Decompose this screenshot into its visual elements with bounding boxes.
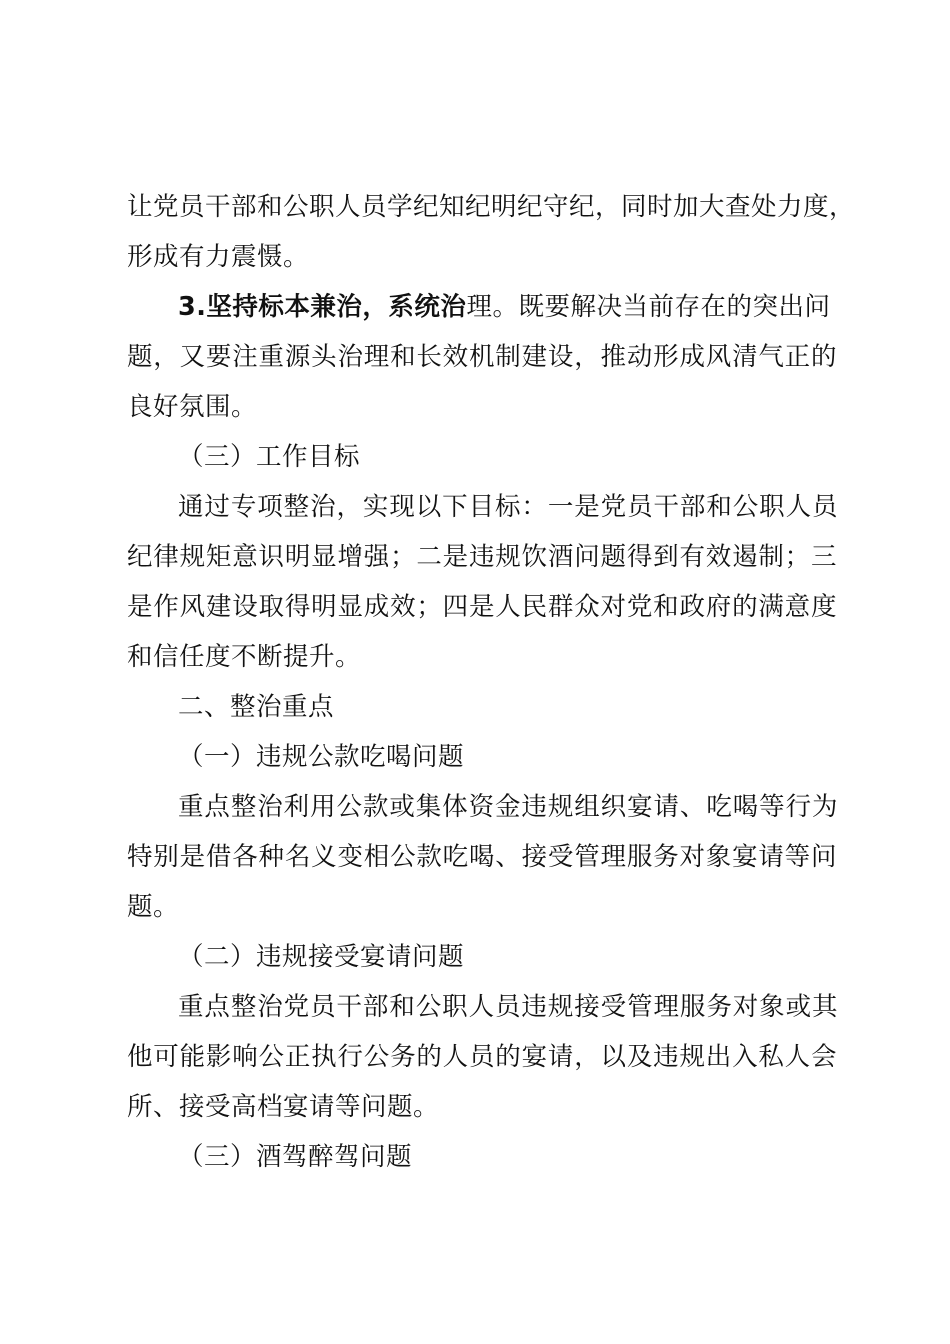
section-heading-key-points: 二、整治重点 <box>178 692 335 722</box>
subheading-1: （一）违规公款吃喝问题 <box>178 742 465 772</box>
subsection-1-line-2: 特别是借各种名义变相公款吃喝、接受管理服务对象宴请等问 <box>127 842 837 872</box>
subsection-1-line-1: 重点整治利用公款或集体资金违规组织宴请、吃喝等行为 <box>178 792 838 822</box>
goals-line-2: 纪律规矩意识明显增强；二是违规饮酒问题得到有效遏制；三 <box>127 542 837 572</box>
principle-3-line-1 <box>178 282 838 332</box>
principle-3-line-2: 题，又要注重源头治理和长效机制建设，推动形成风清气正的 <box>127 342 837 372</box>
subheading-3: （三）酒驾醉驾问题 <box>178 1142 413 1172</box>
goals-line-4: 和信任度不断提升。 <box>127 642 362 672</box>
subheading-2: （二）违规接受宴请问题 <box>178 942 465 972</box>
goals-line-3: 是作风建设取得明显成效；四是人民群众对党和政府的满意度 <box>127 592 837 622</box>
subsection-2-line-1: 重点整治党员干部和公职人员违规接受管理服务对象或其 <box>178 992 838 1022</box>
subsection-2-line-3: 所、接受高档宴请等问题。 <box>127 1092 440 1122</box>
principle-3-text: 理。既要解决当前存在的突出问 <box>466 292 831 322</box>
subsection-1-line-3: 题。 <box>127 892 180 922</box>
subsection-2-line-2: 他可能影响公正执行公务的人员的宴请，以及违规出入私人会 <box>127 1042 837 1072</box>
paragraph-line-1: 让党员干部和公职人员学纪知纪明纪守纪，同时加大查处力度， <box>127 192 856 222</box>
principle-3-heading: 3.坚持标本兼治，系统治 <box>178 292 467 322</box>
paragraph-line-2: 形成有力震慑。 <box>127 242 310 272</box>
goals-line-1: 通过专项整治，实现以下目标：一是党员干部和公职人员 <box>178 492 838 522</box>
section-heading-goals: （三）工作目标 <box>178 442 361 472</box>
principle-3-line-3: 良好氛围。 <box>127 392 258 422</box>
